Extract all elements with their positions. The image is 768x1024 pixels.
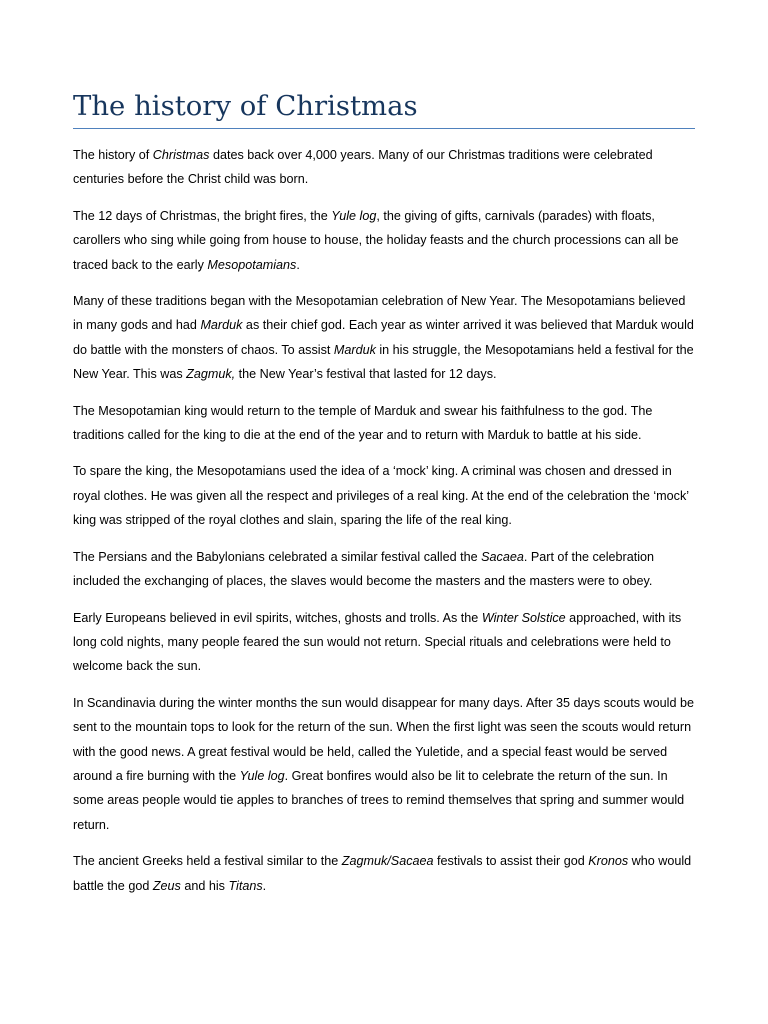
paragraph-text: approached, with its long cold nights, many people feared the sun would not return. Special rituals and celebrations were held to welcome back the sun.	[73, 610, 682, 674]
italic-text: Christmas	[152, 148, 210, 162]
italic-text: Marduk	[200, 318, 243, 333]
paragraph-text: The Mesopotamian king would return to the temple of Marduk and swear his faithfulness to the god. The traditions called for the king to die at the end of the year and to return with Marduk to battle at his side.	[73, 403, 653, 443]
paragraph-text: The ancient Greeks held a festival similar to the	[73, 854, 342, 869]
paragraph-text: The 12 days of Christmas, the bright fires, the	[73, 208, 332, 223]
italic-text: Titans	[228, 878, 263, 893]
italic-text: Winter Solstice	[481, 610, 566, 625]
paragraph-text: The Persians and the Babylonians celebrated a similar festival called the	[73, 549, 482, 564]
paragraph-text: festivals to assist their god	[433, 854, 589, 869]
body-paragraph	[73, 459, 698, 532]
italic-text: Sacaea	[481, 549, 524, 564]
italic-text: Kronos	[588, 854, 629, 869]
paragraph-text: Many of these traditions began with the Mesopotamian celebration of New Year. The Mesopotamians believed in many gods and had	[73, 294, 686, 333]
paragraph-text: the New Year’s festival that lasted for 12 days.	[235, 367, 497, 382]
paragraph-text: in his struggle, the Mesopotamians held a festival for the New Year. This was	[73, 342, 694, 382]
paragraph-text: To spare the king, the Mesopotamians used the idea of a ‘mock’ king. A criminal was chosen and dressed in royal clothes. He was given all the respect and privileges of a real king. At the end of the celebration the ‘mock’ king was stripped of the royal clothes and slain, sparing the life of the real king.	[73, 464, 689, 528]
body-paragraph	[73, 545, 698, 594]
paragraph-text: as their chief god. Each year as winter arrived it was believed that Marduk would do battle with the monsters of chaos. To assist	[73, 318, 694, 357]
italic-text: Yule log	[331, 208, 377, 223]
paragraph-text: .	[262, 878, 267, 893]
paragraph-text: . Great bonfires would also be lit to celebrate the return of the sun. In some areas people would tie apples to branches of trees to remind themselves that spring and summer would return.	[73, 768, 685, 832]
document-body	[73, 143, 698, 910]
paragraph-text: dates back over 4,000 years. Many of our Christmas traditions were celebrated centuries before the Christ child was born.	[73, 148, 653, 187]
paragraph-text: who would battle the god	[73, 854, 692, 893]
paragraph-text: Early Europeans believed in evil spirits, witches, ghosts and trolls. As the	[73, 610, 482, 625]
paragraph-text: .	[296, 257, 300, 272]
italic-text: Yule log	[239, 768, 285, 783]
paragraph-text: , the giving of gifts, carnivals (parades) with floats, carollers who sing while going from house to house, the holiday feasts and the church processions can all be traced back to the early	[73, 208, 679, 272]
italic-text: Marduk	[333, 342, 376, 357]
paragraph-text: In Scandinavia during the winter months the sun would disappear for many days. After 35 days scouts would be sent to the mountain tops to look for the return of the sun. When the first light was seen the scouts would return with the good news. A great festival would be held, called the Yuletide, and a special feast would be served around a fire burning with the	[73, 695, 694, 783]
body-paragraph	[73, 606, 698, 679]
body-paragraph	[73, 691, 698, 837]
title-underline-divider	[73, 128, 695, 129]
document-title: The history of Christmas	[73, 90, 418, 122]
body-paragraph	[73, 204, 698, 277]
paragraph-text: and his	[180, 878, 229, 893]
body-paragraph	[73, 289, 698, 387]
paragraph-text: The history of	[73, 148, 153, 162]
italic-text: Zeus	[152, 878, 181, 893]
italic-text: Zagmuk,	[186, 367, 236, 382]
italic-text: Zagmuk/Sacaea	[341, 854, 434, 869]
body-paragraph	[73, 849, 698, 898]
body-paragraph	[73, 399, 698, 448]
body-paragraph	[73, 143, 698, 192]
paragraph-text: . Part of the celebration included the exchanging of places, the slaves would become the masters and the masters were to obey.	[73, 549, 655, 589]
italic-text: Mesopotamians	[207, 257, 297, 272]
